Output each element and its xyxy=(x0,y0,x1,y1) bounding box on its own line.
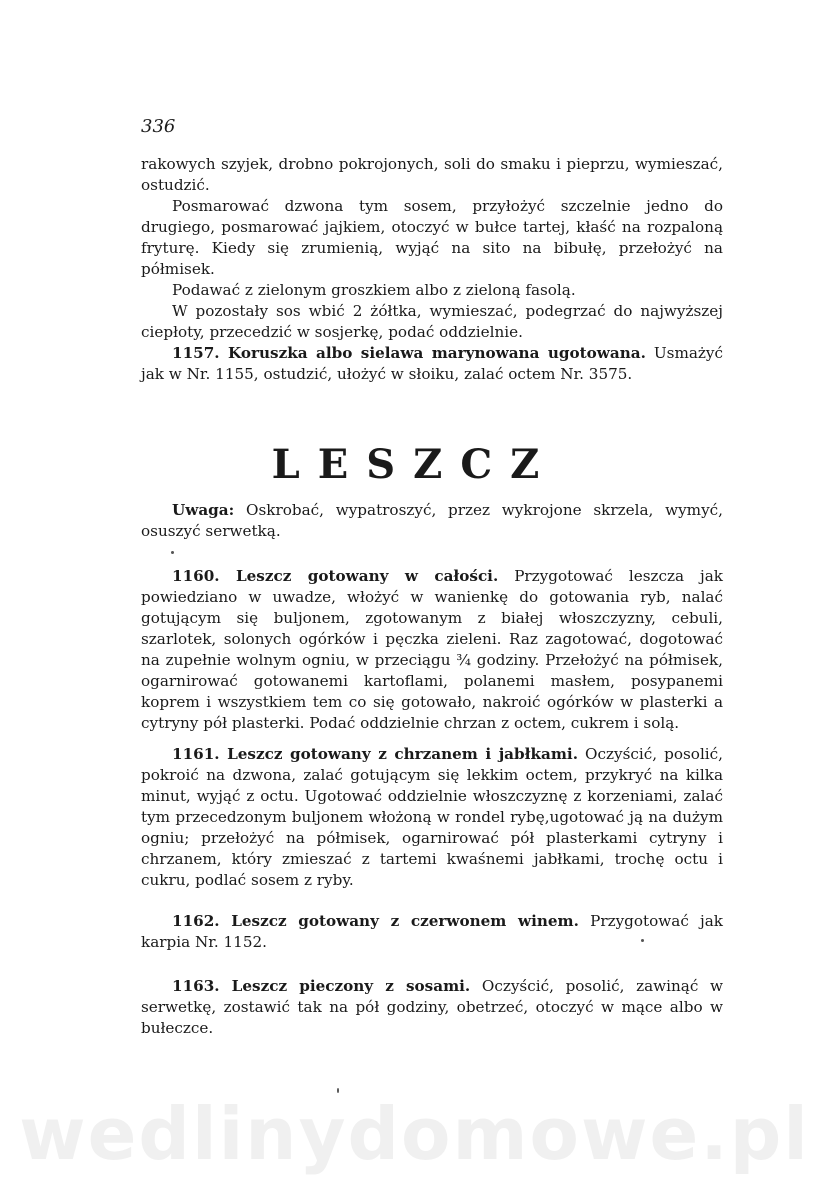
section-heading: LESZCZ xyxy=(271,441,558,488)
page-number: 336 xyxy=(141,116,176,137)
recipe-1160-title: 1160. Leszcz gotowany w całości. xyxy=(172,567,499,585)
intro-paragraph-2: Posmarować dzwona tym sosem, przyłożyć szczelnie jedno do drugiego, posmarować jajkiem, otoczyć w bułce tartej, kłaść na rozpaloną fryturę. Kiedy się zrumienią, wyjąć na sito na bibułę, przełożyć na półmisek. xyxy=(141,197,723,278)
note xyxy=(141,500,723,542)
note-body: Oskrobać, wypatroszyć, przez wykrojone skrzela, wymyć, osuszyć serwetką. xyxy=(141,501,723,540)
recipe-1161 xyxy=(141,744,723,891)
recipe-1163-title: 1163. Leszcz pieczony z sosami. xyxy=(172,977,471,995)
intro-paragraph-1: rakowych szyjek, drobno pokrojonych, soli do smaku i pieprzu, wymieszać, ostudzić. xyxy=(141,155,723,194)
speck-mark xyxy=(641,939,644,942)
recipe-1162 xyxy=(141,911,723,953)
intro-text xyxy=(141,154,723,343)
recipe-1161-body: Oczyścić, posolić, pokroić na dzwona, zalać gotującym się lekkim octem, przykryć na kilka minut, wyjąć z octu. Ugotować oddzielnie włoszczyznę z korzeniami, zalać tym przecedzonym buljonem włożoną w rondel rybę,ugotować ją na dużym ogniu; przełożyć na półmisek, ogarnirować pół plasterkami cytryny i chrzanem, który zmieszać z tartemi kwaśnemi jabłkami, trochę octu i cukru, podlać sosem z ryby. xyxy=(141,745,723,889)
recipe-1163 xyxy=(141,976,723,1039)
recipe-1161-title: 1161. Leszcz gotowany z chrzanem i jabłkami. xyxy=(172,745,578,763)
note-label: Uwaga: xyxy=(172,501,235,519)
recipe-1160-body: Przygotować leszcza jak powiedziano w uwadze, włożyć w wanienkę do gotowania ryb, nalać gotującym się buljonem, zgotowanym z białej włoszczyzny, cebuli, szarlotek, solonych ogórków i pęczka zieleni. Raz zagotować, dogotować na zupełnie wolnym ogniu, w przeciągu ¾ godziny. Przełożyć na półmisek, ogarnirować gotowanemi kartoflami, polanemi masłem, posypanemi koprem i wszystkiem tem co się gotowało, nakroić ogórków w plasterki a cytryny pół plasterki. Podać oddzielnie chrzan z octem, cukrem i solą. xyxy=(141,567,723,732)
recipe-1157-title: 1157. Koruszka albo sielawa marynowana ugotowana. xyxy=(172,344,646,362)
speck-mark xyxy=(171,551,174,554)
intro-paragraph-3: Podawać z zielonym groszkiem albo z zieloną fasolą. xyxy=(172,281,576,299)
watermark: wedlinydomowe.pl xyxy=(19,1092,810,1176)
recipe-1162-title: 1162. Leszcz gotowany z czerwonem winem. xyxy=(172,912,579,930)
recipe-1157 xyxy=(141,343,723,385)
recipe-1157-body: Usmażyć jak w Nr. 1155, ostudzić, ułożyć w słoiku, zalać octem Nr. 3575. xyxy=(141,344,723,383)
recipe-1162-body: Przygotować jak karpia Nr. 1152. xyxy=(141,912,724,951)
recipe-1160 xyxy=(141,566,723,734)
intro-paragraph-4: W pozostały sos wbić 2 żółtka, wymieszać, podegrzać do najwyższej ciepłoty, przecedzić w sosjerkę, podać oddzielnie. xyxy=(141,302,723,341)
recipe-1163-body: Oczyścić, posolić, zawinąć w serwetkę, zostawić tak na pół godziny, obetrzeć, otoczyć w mące albo w bułeczce. xyxy=(141,977,724,1037)
